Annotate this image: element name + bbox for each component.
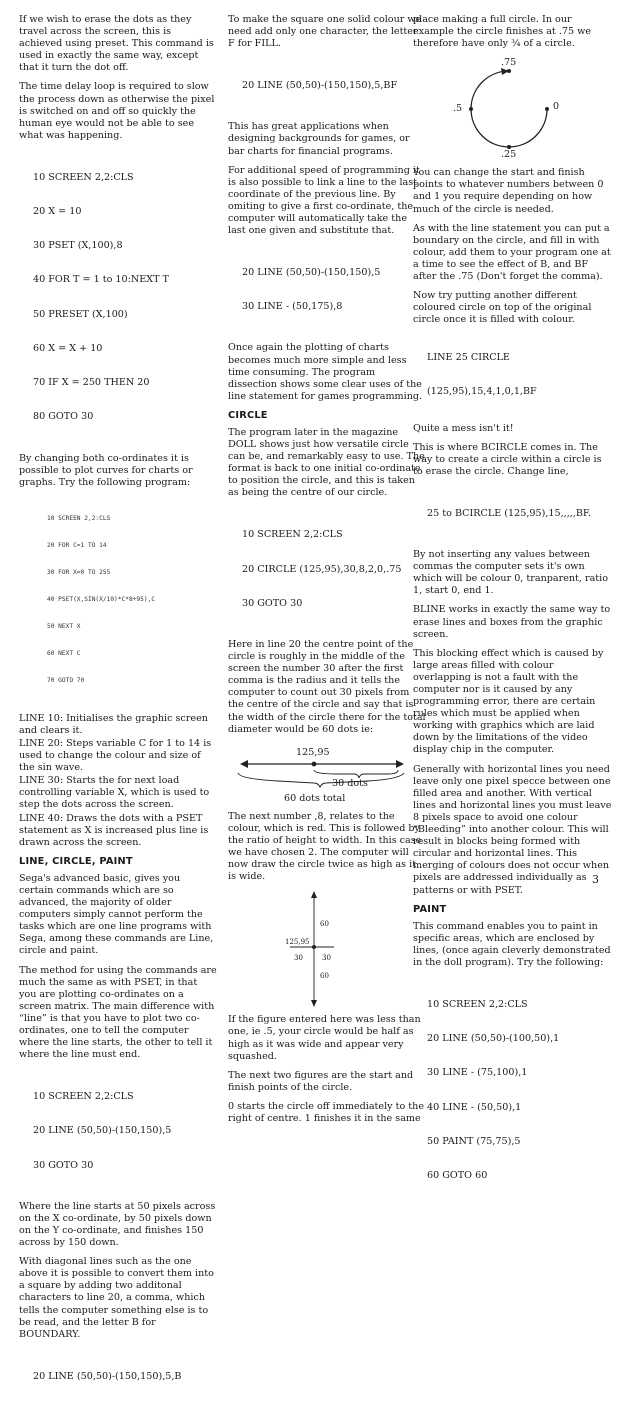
column-1 [19,14,217,1412]
paragraph: BLINE works in exactly the same way to erase lines and boxes from the graphic screen. [413,604,611,640]
code-line: 10 SCREEN 2,2:CLS [427,998,528,1010]
arrow-right-icon [396,760,404,768]
paragraph: 0 starts the circle off immediately to the right of centre. 1 finishes it in the same [228,1100,424,1124]
arc-diagram-svg [413,57,613,161]
paragraph: The method for using the commands are much the same as with PSET, in that you are plotting co-ordinates on a screen matrix. The main difference with “line” is that you have to plot two co-ordinates, one to tell the computer where the line starts, the other to tell it where the line must end. [19,964,217,1061]
paragraph: This has great applications when designing backgrounds for games, or bar charts for financial programs. [228,121,410,157]
code-line: 50 PAINT (75,75),5 [427,1135,521,1147]
code-line: 10 SCREEN 2,2:CLS [33,1091,134,1103]
arrow-left-icon [240,760,248,768]
paragraph: LINE 10: Initialises the graphic screen and clears it. [19,712,208,736]
code-line: 25 to BCIRCLE (125,95),15,,,,,BF. [427,507,592,519]
code-block [242,507,426,632]
column-3 [413,14,613,1211]
total-diameter-label: 60 dots total [284,792,346,804]
code-line: 20 LINE (50,50)-(150,150),5 [242,266,381,278]
paragraph: To make the square one solid colour we need add only one character, the letter F for FILL. [228,14,422,50]
code-block [33,1068,217,1193]
code-line: 20 LINE (50,50)-(150,150),5,B [33,1370,182,1382]
paragraph: Quite a mess isn't it! [413,422,514,434]
code-block [33,1348,217,1405]
code-block [427,485,613,542]
code-line: 20 CIRCLE (125,95),30,8,2,0,.75 [242,563,402,575]
centre-dot [312,761,317,766]
listing-line: 60 NEXT C [47,649,81,657]
ratio-diagram-svg [228,890,426,1008]
arc-diagram [413,57,613,161]
paragraph: LINE 30: Starts the for next load controlling variable X, which is used to step the dots across the screen. [19,775,210,811]
listing-line: 40 PSET(X,SIN(X/10)*C*8+95),C [47,595,156,603]
paragraph: place making a full circle. In our example the circle finishes at .75 we therefore have only ¾ of a circle. [413,14,592,50]
section-heading: PAINT [413,903,447,915]
paragraph: This command enables you to paint in specific areas, which are enclosed by lines, (once again cleverly demonstrated in the doll program). Try the following: [413,920,611,968]
height-top-label: 60 [320,920,329,929]
paragraph: If we wish to erase the dots as they travel across the screen, this is achieved using preset. This command is used in exactly the same way, except that it turn the dot off. [19,14,214,74]
code-line: (125,95),15,4,1,0,1,BF [427,386,537,398]
code-block [427,329,613,420]
code-line: 70 IF X = 250 THEN 20 [33,377,150,389]
centre-coordinate-label: 125,95 [296,746,330,758]
arrow-up-icon [311,891,317,898]
arrow-down-icon [311,1000,317,1007]
paragraph: For additional speed of programming it is also possible to link a line to the last coordinate of the previous line. By omiting to give a first co-ordinate, the computer will automatically take the last one given and substitute that. [228,164,420,237]
code-line: 40 LINE - (50,50),1 [427,1101,522,1113]
centre-coordinate-label: 125,95 [285,938,310,947]
code-line: 50 PRESET (X,100) [33,308,128,320]
code-line: 60 GOTO 60 [427,1169,488,1181]
code-line: LINE 25 CIRCLE [427,352,510,364]
paragraph: Sega's advanced basic, gives you certain commands which are so advanced, the majority of older computers simply cannot perform the tasks which are one line programs with Sega, among these commands are Line, circle and paint. [19,872,214,957]
code-line: 20 LINE (50,50)-(100,50),1 [427,1033,560,1045]
paragraph: You can change the start and finish points to whatever numbers between 0 and 1 you require depending on how much of the circle is needed. [413,167,604,215]
code-line: 10 SCREEN 2,2:CLS [242,529,343,541]
paragraph: LINE 20: Steps variable C for 1 to 14 is used to change the colour and size of the sin wave. [19,737,212,774]
code-line: 30 LINE - (75,100),1 [427,1067,528,1079]
radius-brace [314,770,398,778]
section-heading: LINE, CIRCLE, PAINT [19,855,133,867]
paragraph: By not inserting any values between commas the computer sets it's own which will be colour 0, tranparent, ratio 1, start 0, end 1. [413,549,609,597]
code-line: 20 LINE (50,50)-(150,150),5,BF [242,80,398,92]
code-line: 20 X = 10 [33,205,82,217]
column-2 [228,14,426,1132]
arc-label-top: .75 [501,57,517,69]
code-line: 40 FOR T = 1 to 10:NEXT T [33,274,169,286]
listing-line: 30 FOR X=0 TO 255 [47,568,111,576]
point-left [469,107,473,111]
code-line: 30 PSET (X,100),8 [33,240,123,252]
radius-label: 30 dots [332,777,368,789]
height-bottom-label: 60 [320,972,329,981]
paragraph: The next number ,8, relates to the colour, which is red. This is followed by the ratio of height to width. In this case we have chosen 2. The computer will now draw the circle twice as high as it is wide. [228,810,422,883]
listing-line: 10 SCREEN 2,2:CLS [47,514,111,522]
program-listing [47,496,217,703]
page-number: 3 [592,873,599,886]
code-line: 30 LINE - (50,175),8 [242,301,343,313]
paragraph: Generally with horizontal lines you need leave only one pixel specce between one filled area and another. With vertical lines and horizontal lines you must leave 8 pixels space to avoid one colour “Bleeding” into another colour. This will result in blocks being formed with circular and horizontal lines. This merging of colours does not occur when pixels are addressed individually as patterns or with PSET. [413,763,612,896]
paragraph: By changing both co-ordinates it is possible to plot curves for charts or graphs. Try the following program: [19,452,193,488]
code-line: 80 GOTO 30 [33,411,94,423]
code-line: 10 SCREEN 2,2:CLS [33,171,134,183]
three-quarter-arc [471,71,547,147]
section-heading: CIRCLE [228,409,268,421]
listing-line: 20 FOR C=1 TO 14 [47,541,107,549]
listing-line: 70 GOTO 70 [47,676,85,684]
code-line: 30 GOTO 30 [242,597,303,609]
arc-label-bottom: .25 [501,149,517,161]
code-block [33,149,217,446]
paragraph: The time delay loop is required to slow the process down as otherwise the pixel is switched on and off so quickly the human eye would not be able to see what was happening. [19,81,215,141]
total-brace [238,773,404,787]
paragraph: This blocking effect which is caused by large areas filled with colour overlapping is not a fault with the computer nor is it caused by any programming error, there are certain rules which must be applied when working with graphics which are laid down by the limitations of the video display chip in the computer. [413,647,604,756]
code-line: 60 X = X + 10 [33,342,103,354]
width-left-label: 30 [294,954,303,963]
paragraph: As with the line statement you can put a boundary on the circle, and fill in with colour, add them to your program one at a time to see the effect of B, and BF after the .75 (Don't forget the comma). [413,222,611,283]
paragraph: Where the line starts at 50 pixels across on the X co-ordinate, by 50 pixels down on the Y co-ordinate, and finishes 150 across by 150 down. [19,1200,216,1249]
paragraph: The next two figures are the start and finish points of the circle. [228,1069,414,1093]
paragraph: With diagonal lines such as the one above it is possible to convert them into a square by adding two additonal characters to line 20, a comma, which tells the computer something else is to be read, and the letter B for BOUNDARY. [19,1256,214,1340]
code-block [427,976,613,1204]
centre-dot [312,945,316,949]
listing-line: 50 NEXT X [47,622,81,630]
paragraph: Once again the plotting of charts becomes much more simple and less time consuming. The program dissection shows some clear uses of the line statement for games programming. [228,342,423,402]
code-block [242,57,426,114]
width-right-label: 30 [322,954,331,963]
paragraph: Now try putting another different coloured circle on top of the original circle once it is filled with colour. [413,290,592,326]
code-block [242,244,426,335]
code-line: 30 GOTO 30 [33,1159,94,1171]
point-right [545,107,549,111]
paragraph: This is where BCIRCLE comes in. The way to create a circle within a circle is to erase the circle. Change line, [413,441,602,477]
paragraph: If the figure entered here was less than one, ie .5, your circle would be half as high as it was wide and appear very squashed. [228,1014,421,1062]
paragraph: LINE 40: Draws the dots with a PSET statement as X is increased plus line is drawn across the screen. [19,812,209,848]
paragraph: Here in line 20 the centre point of the circle is roughly in the middle of the screen the number 30 after the first comma is the radius and it tells the computer to count out 30 pixels from the centre of the circle and say that is the width of the circle there for the total diameter would be 60 dots ie: [228,639,426,735]
diameter-diagram [228,743,426,805]
code-line: 20 LINE (50,50)-(150,150),5 [33,1125,172,1137]
paragraph: The program later in the magazine DOLL shows just how versatile circle can be, and remarkably easy to use. The format is back to one initial co-ordinate to position the circle, and this is taken as being the centre of our circle. [228,426,425,499]
arc-label-left: .5 [453,103,463,115]
arc-label-right: 0 [553,101,560,113]
ratio-diagram [228,890,426,1008]
